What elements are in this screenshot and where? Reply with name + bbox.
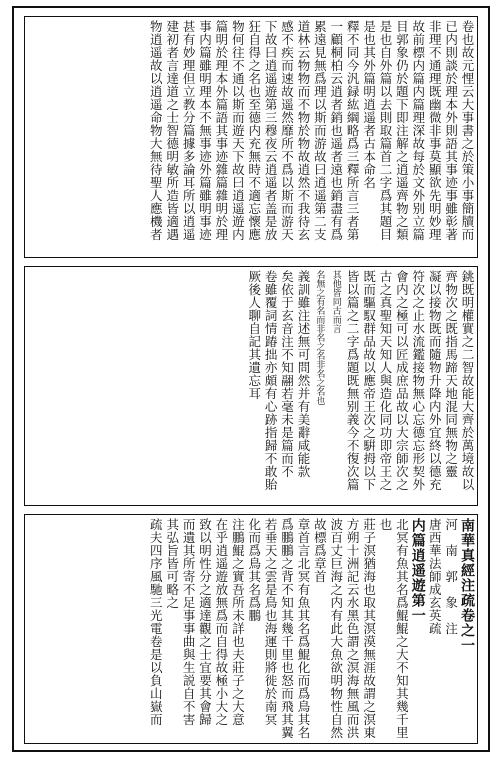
- text-column: 齊物次之既指馬蹄天地混同無物之靈: [443, 270, 459, 478]
- text-column: 下故曰逍遥遊第三穆夜云逍遥者盖是放: [263, 20, 279, 241]
- text-column: 物何往不通以斯而遊天下故曰逍遥遊内: [230, 20, 246, 241]
- text-column: 卷也故元悝云大事書之於策小事簡牘而: [460, 20, 475, 241]
- text-column: 已内則談於理本外則語其事迹事雖彰著: [443, 20, 459, 241]
- text-column: 古之真聖知天知人與造化同功即帝王之: [377, 270, 393, 491]
- column-group-bottom: [27, 518, 475, 740]
- text-column: 致以明性分之適達觀之士宜要其會歸: [197, 518, 213, 726]
- annotation-column: 名無之有名而非名之名非名之名也: [314, 270, 325, 405]
- text-column: 故前標内篇内篇理深故每於文外别立篇: [410, 20, 426, 241]
- text-column: 建初者言達道之士智德明敏所造皆適遇: [164, 20, 180, 241]
- text-column: 卷雖覆詞情踳拙亦頗有心跡指歸不敢貽: [263, 270, 279, 491]
- text-column: 若垂天之雲是鳥也海運則將徙於南冥: [263, 518, 279, 726]
- text-column: 義訓雖注述無可問然并有美辭咸能款: [295, 270, 311, 478]
- text-column: 凝以接物既而隨物升降内外宜終以德充: [427, 270, 443, 491]
- text-column: 北冥有魚其名爲鯤鯤之大不知其幾千里: [394, 518, 410, 739]
- text-column: 疏夫四序風馳三光電卷是以負山嶽而: [148, 518, 164, 726]
- text-column: 化而爲鳥其名爲鵬: [246, 518, 262, 622]
- text-column: 狂自得之名也至德内充無時不適忘懷應: [246, 20, 262, 241]
- column-group-middle: [27, 270, 475, 502]
- text-panel-top: [24, 16, 478, 258]
- column-group-top: [27, 20, 475, 254]
- text-column: 釋不同今汎録紘綱略爲三釋所言三者第: [345, 20, 361, 241]
- text-panel-middle: [24, 266, 478, 506]
- text-column: 而遺其所寄不足事事曲與生説自不害: [181, 518, 197, 726]
- text-column: 甚有妙理但立教分篇據多論耳所以逍遥: [181, 20, 197, 241]
- text-column: 銚既明權實之二智故能大齊於萬境故以: [460, 270, 475, 491]
- text-column: 爲鵬鵬之背不知其幾千里也怒而飛其翼: [279, 518, 295, 739]
- text-column: 矣依于玄音注不知翮若毫未是篇而不: [279, 270, 295, 478]
- text-column: 也: [377, 518, 393, 531]
- text-column: 方朔十洲記云水黑色謂之溟海無風而洪: [345, 518, 361, 739]
- text-column: 章首言北冥有魚其名爲鯤化而爲鳥其名: [295, 518, 311, 739]
- book-page: [12, 6, 490, 752]
- text-column: 篇明於理本外篇語其事迹雜篇雜明於理: [213, 20, 229, 241]
- text-column: 皆以篇之二字爲題既無别義今不復次篇: [345, 270, 361, 491]
- text-column: 符次之止水流鑑接物無心忘德忘形契外: [410, 270, 426, 491]
- text-column: 是也自外篇以去則取篇首二字爲其題目: [377, 20, 393, 241]
- text-column: 既而驅馭群品故以應帝王次之騈拇以下: [361, 270, 377, 491]
- chapter-title: 内篇逍遥遊第一: [409, 518, 426, 623]
- annotator-line: 河 南 郭 象 注: [443, 518, 459, 635]
- text-column: 目郭象仍於題下即注解之逍遥齊物之類: [394, 20, 410, 241]
- text-column: 在乎逍遥遊放無爲而自得故極小大之: [213, 518, 229, 726]
- commentator-line: 唐西華法師成玄英疏: [427, 518, 443, 635]
- text-column: 事内篇雖明理本不無事迹外篇雖明事迹: [197, 20, 213, 241]
- text-column: 感不疾而速故遥然靡所不爲以斯而游天: [279, 20, 295, 241]
- text-column: 道林云物物而不物於物故逍然不我待玄: [295, 20, 311, 241]
- text-column: 會内之極可以匠成庶品故以大宗師次之: [394, 270, 410, 491]
- text-column: 物逍遥故以逍遥命物大無待聖人應機者: [148, 20, 164, 241]
- annotation-column: 其他皆同古而言: [330, 270, 341, 333]
- text-column: 一顧桐柏云逍者銷也遥者遠也銷盡有爲: [328, 20, 344, 241]
- text-column: 波百丈巨海之内有此大魚欲明物性自然: [328, 518, 344, 739]
- text-column: 其弘旨皆可略之: [164, 518, 180, 609]
- text-panel-bottom: [24, 514, 478, 744]
- text-column: 故標爲章首: [312, 518, 328, 583]
- book-title: 南華真經注疏卷之一: [459, 518, 475, 653]
- text-column: 莊子溟猶海也取其溟漠無涯故謂之溟東: [361, 518, 377, 739]
- text-column: 厥後人聊自記其遺忘耳: [246, 270, 262, 400]
- text-column: 累遠見無爲理以斯而游故曰逍遥第二支: [312, 20, 328, 241]
- text-column: 非理不通理既幽微非事莫顯欲先明妙理: [427, 20, 443, 241]
- text-column: 注鵬鯤之實吾所未詳也夫莊子之大意: [230, 518, 246, 726]
- text-column: 是也其外篇明逍遥者古本命名: [361, 20, 377, 189]
